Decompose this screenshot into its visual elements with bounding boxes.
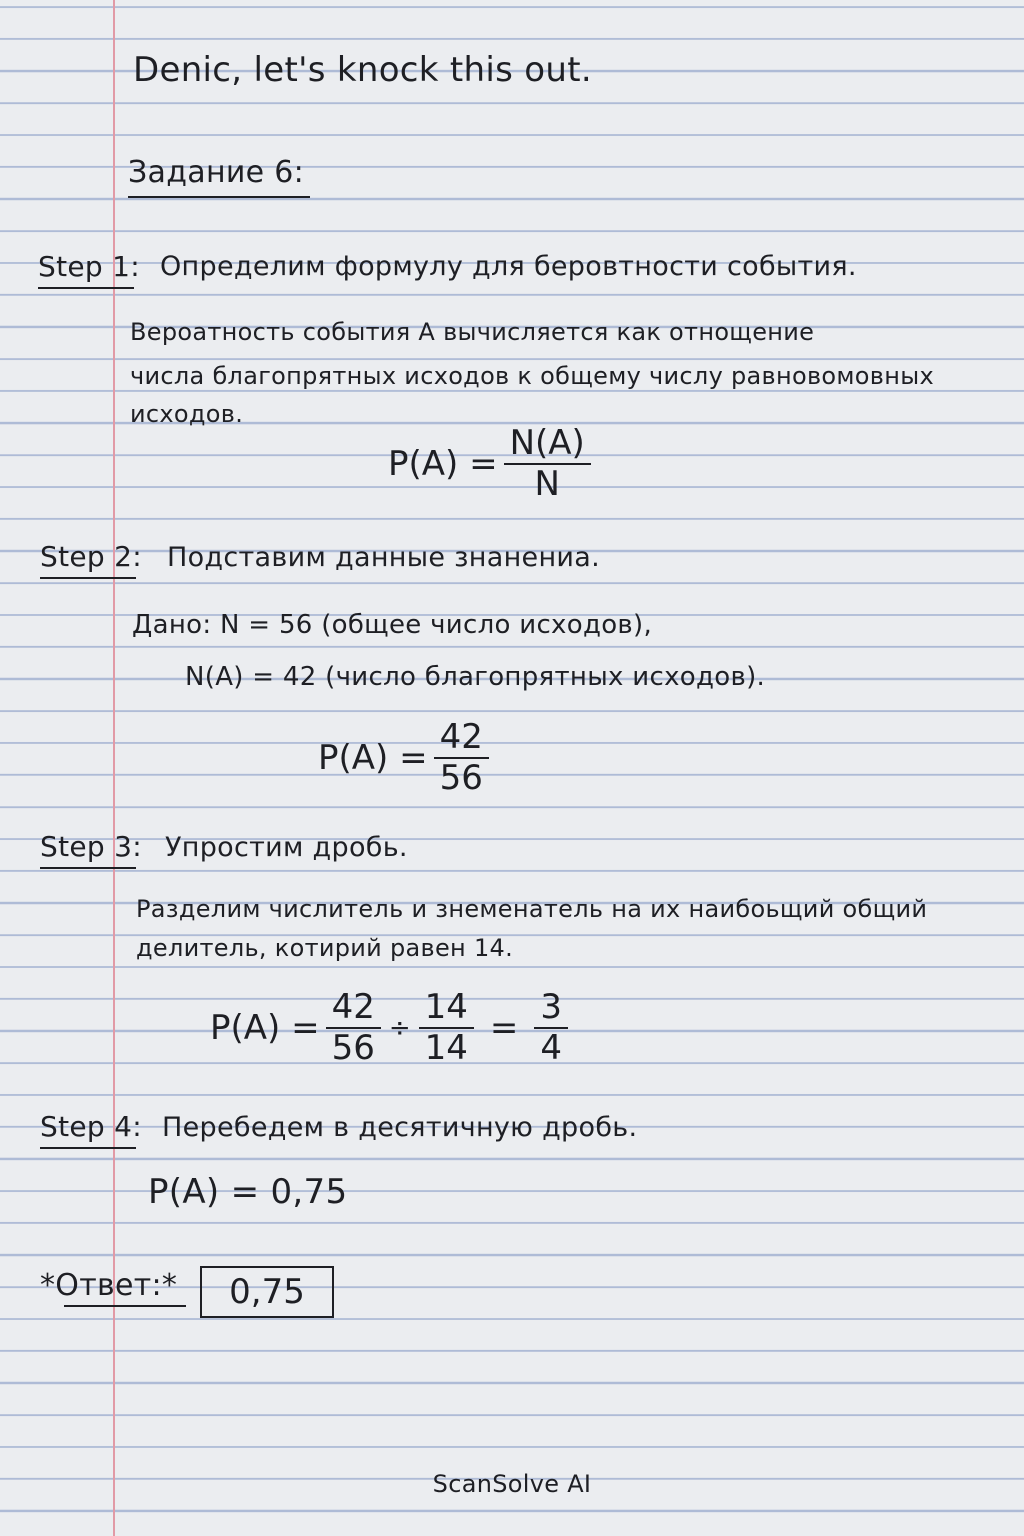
fraction: $\frac{42}{56}$ [326,988,381,1068]
step-1-label: Step 1: [38,250,140,283]
task-title: Задание 6: [128,155,305,190]
step-2-title: Подставим данные знанениа. [167,542,600,573]
fraction: $\frac{3}{4}$ [534,988,568,1068]
step-1-line-1: Вероатность события A вычисляется как отнощение [130,318,815,346]
step-3-label: Step 3: [40,830,142,863]
greeting-text: Denic, let's knock this out. [133,50,592,90]
step-3-formula [210,988,574,1068]
step-1-line-2: числа благопрятных исходов к общему числу равновомовных [130,362,934,390]
step-4-result: P(A) = 0,75 [148,1172,348,1212]
formula-lhs: P(A) = [318,738,428,779]
fraction: $\frac{42}{56}$ [434,718,489,798]
answer-value: 0,75 [229,1272,305,1312]
step-1-formula [388,424,597,504]
step-3-line-2: делитель, котирий равен 14. [136,934,514,962]
formula-lhs: P(A) = [388,444,498,485]
fraction: $\frac{14}{14}$ [419,988,474,1068]
step-3-line-1: Разделим числитель и знеменатель на их наибоьщий общий [136,895,928,923]
step-1-title: Определим формулу для беровтности события. [160,251,857,282]
division-sign: ÷ [388,1013,411,1044]
task-title-underline [128,196,310,198]
answer-label: *Ответ:* [40,1268,177,1303]
step-4-label: Step 4: [40,1110,142,1143]
fraction: $\frac{N(A)}{N}$ [504,424,591,504]
step-4-title: Перебедем в десятичную дробь. [162,1112,638,1143]
step-2-given-2: N(A) = 42 (число благопрятных исходов). [185,662,766,692]
step-1-line-3: исходов. [130,400,244,428]
step-3-title: Упростим дробь. [165,832,408,863]
answer-box [200,1266,334,1318]
step-2-given-1: Дано: N = 56 (общее число исходов), [132,610,653,640]
step-2-label: Step 2: [40,540,142,573]
formula-lhs: P(A) = [210,1008,320,1049]
equals-sign: = [489,1008,519,1049]
step-2-formula [318,718,495,798]
footer-brand: ScanSolve AI [432,1470,592,1498]
